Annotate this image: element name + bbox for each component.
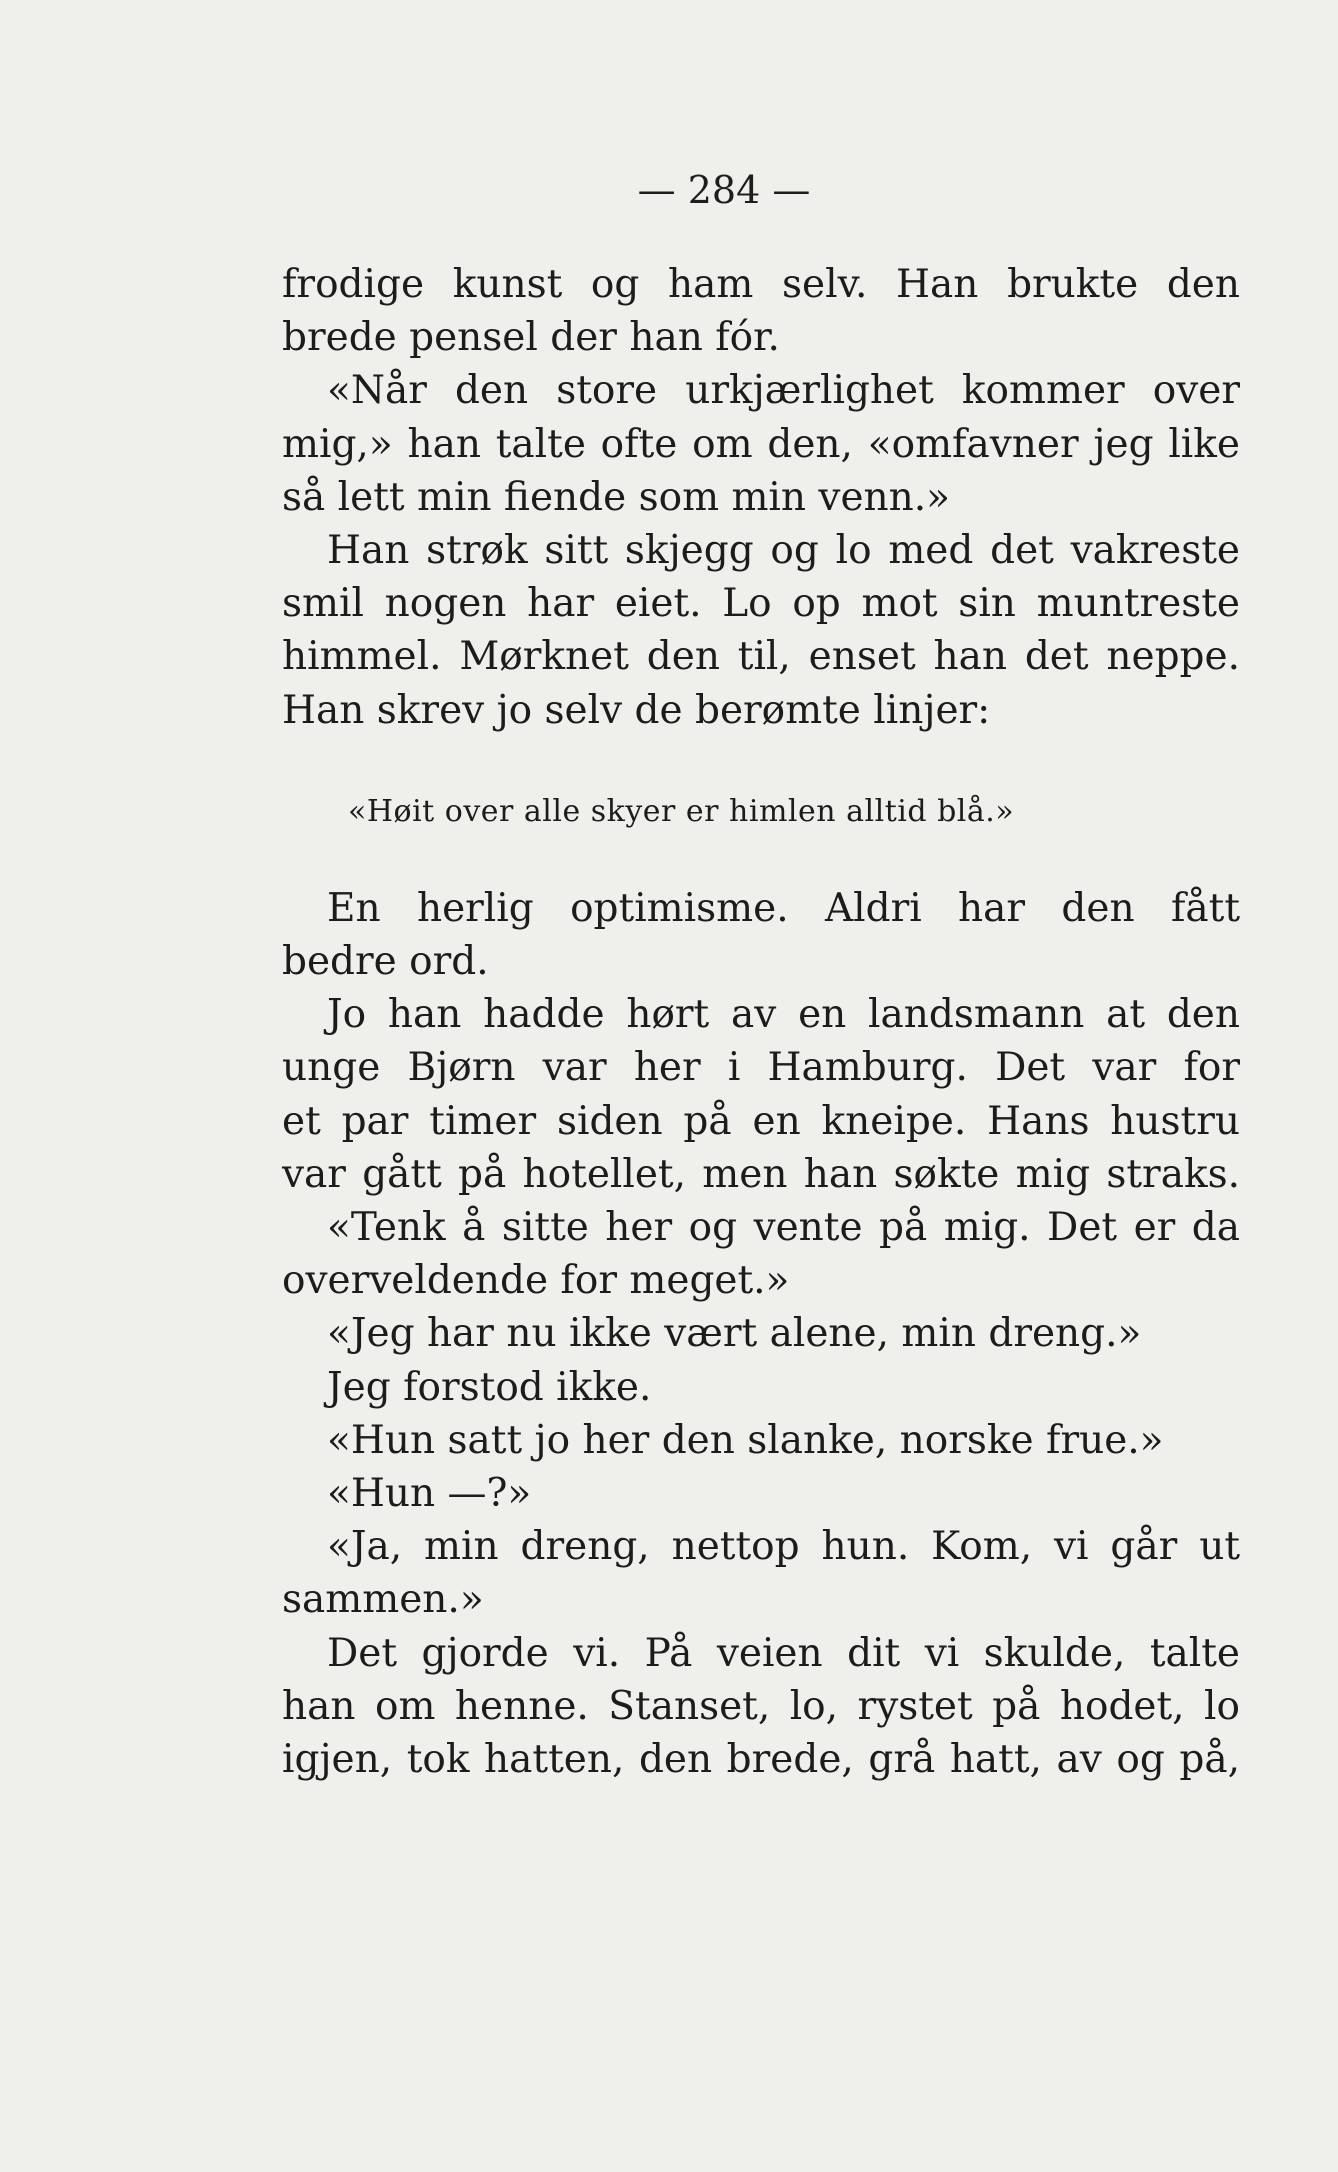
text-line: «Jeg har nu ikke vært alene, min dreng.» — [327, 1311, 1142, 1357]
text-line: himmel. Mørknet den til, enset han det neppe. — [282, 634, 1240, 680]
text-line: overveldende for meget.» — [282, 1258, 790, 1304]
text-line: «Ja, min dreng, nettop hun. Kom, vi går ut — [327, 1524, 1240, 1570]
text-line: Det gjorde vi. På veien dit vi skulde, talte — [327, 1630, 1240, 1676]
quoted-verse: «Høit over alle skyer er himlen alltid blå.» — [348, 793, 1015, 829]
text-line: smil nogen har eiet. Lo op mot sin muntreste — [282, 581, 1240, 627]
text-line: Jeg forstod ikke. — [327, 1364, 652, 1410]
text-line: bedre ord. — [282, 939, 489, 985]
text-line: «Hun —?» — [327, 1470, 532, 1516]
text-line: frodige kunst og ham selv. Han brukte den — [282, 262, 1240, 307]
text-line: mig,» han talte ofte om den, «omfavner jeg like — [282, 421, 1240, 467]
text-line: «Tenk å sitte her og vente på mig. Det er da — [327, 1205, 1240, 1250]
text-line: var gått på hotellet, men han søkte mig straks. — [282, 1151, 1240, 1197]
text-line: «Når den store urkjærlighet kommer over — [327, 368, 1240, 414]
text-section-before-quote — [282, 258, 1240, 737]
text-line: han om henne. Stanset, lo, rystet på hodet, lo — [282, 1683, 1240, 1729]
text-line: «Hun satt jo her den slanke, norske frue.» — [327, 1417, 1164, 1463]
text-line: En herlig optimisme. Aldri har den fått — [327, 885, 1240, 931]
text-section-after-quote — [282, 882, 1240, 1786]
text-line: Han strøk sitt skjegg og lo med det vakreste — [327, 527, 1240, 573]
text-line: et par timer siden på en kneipe. Hans hustru — [282, 1098, 1240, 1144]
text-line: unge Bjørn var her i Hamburg. Det var for — [282, 1045, 1240, 1091]
page-number: — 284 — — [637, 168, 811, 212]
text-line: så lett min fiende som min venn.» — [282, 474, 951, 520]
body-text — [282, 258, 1240, 1786]
text-line: sammen.» — [282, 1577, 484, 1623]
text-line: igjen, tok hatten, den brede, grå hatt, av og på, — [282, 1736, 1240, 1782]
text-line: Han skrev jo selv de berømte linjer: — [282, 687, 991, 733]
text-line: Jo han hadde hørt av en landsmann at den — [327, 992, 1240, 1038]
text-line: brede pensel der han fór. — [282, 315, 780, 361]
